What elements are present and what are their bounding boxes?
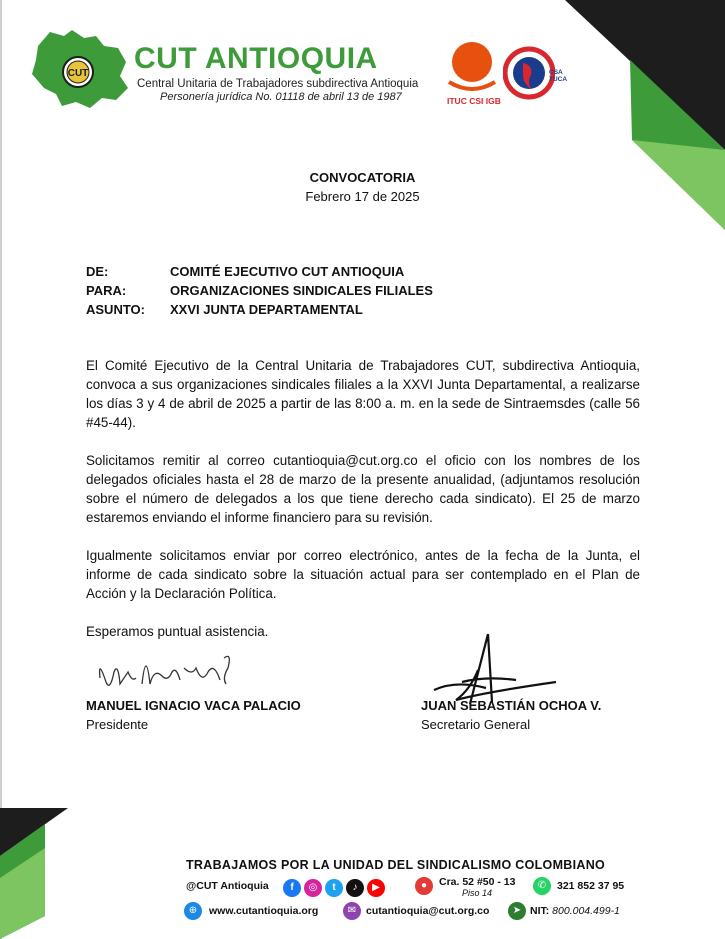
- logo-text: CUT: [67, 68, 89, 79]
- facebook-icon[interactable]: f: [283, 879, 301, 897]
- footer-email[interactable]: cutantioquia@cut.org.co: [366, 905, 490, 917]
- whatsapp-icon[interactable]: ✆: [533, 877, 551, 895]
- ituc-logo: [443, 40, 501, 96]
- paragraph-1: El Comité Ejecutivo de la Central Unitaria de Trabajadores CUT, subdirectiva Antioquia, convoca a sus organizaciones sindicales filiales a la XXVI Junta Departamental, a realizarse los días 3 y 4 de abril de 2025 a partir de las 8:00 a. m. en la sede de Sintraemsdes (calle 56 #45-44).: [86, 358, 640, 430]
- footer-address: Cra. 52 #50 - 13: [439, 876, 516, 888]
- document-title: CONVOCATORIA: [309, 170, 416, 185]
- location-pin-icon: ●: [415, 877, 433, 895]
- social-icons: [283, 877, 388, 897]
- csa-label: CSA TUCA: [549, 69, 568, 83]
- instagram-icon[interactable]: ◎: [304, 879, 322, 897]
- footer-nit: NIT: 800.004.499-1: [530, 905, 620, 917]
- tiktok-icon[interactable]: ♪: [346, 879, 364, 897]
- org-name: CUT ANTIOQUIA: [134, 42, 378, 75]
- paragraph-3: Igualmente solicitamos enviar por correo electrónico, antes de la fecha de la Junta, el informe de cada sindicato sobre la situación actual para ser contemplado en el Plan de Acción y la Declaración Política.: [86, 548, 640, 601]
- ituc-label: ITUC CSI IGB: [447, 96, 501, 106]
- org-legal-id: Personería jurídica No. 01118 de abril 13 de 1987: [160, 91, 402, 103]
- globe-icon: ⊕: [184, 902, 202, 920]
- footer-handle: @CUT Antioquia: [186, 880, 269, 892]
- meta-subject: ASUNTO: XXVI JUNTA DEPARTAMENTAL: [86, 302, 363, 317]
- signature-president: [92, 638, 242, 706]
- email-icon: ✉: [343, 902, 361, 920]
- meta-from: DE: COMITÉ EJECUTIVO CUT ANTIOQUIA: [86, 264, 405, 279]
- bottom-left-corner-decoration: [0, 808, 70, 939]
- footer-address-floor: Piso 14: [462, 888, 493, 898]
- left-border: [0, 0, 2, 939]
- antioquia-map-logo: [28, 28, 132, 110]
- footer-phone: 321 852 37 95: [557, 880, 625, 892]
- youtube-icon[interactable]: ▶: [367, 879, 385, 897]
- meta-to: PARA: ORGANIZACIONES SINDICALES FILIALES: [86, 283, 433, 298]
- paragraph-2: Solicitamos remitir al correo cutantioquia@cut.org.co el oficio con los nombres de los delegados oficiales hasta el 28 de marzo de la presente anualidad, (adjuntamos resolución sobre el número de delegados a los que tiene derecho cada sindicato). El 25 de marzo estaremos enviando el informe financiero para su revisión.: [86, 453, 640, 525]
- footer-slogan: TRABAJAMOS POR LA UNIDAD DEL SINDICALISMO COLOMBIANO: [186, 858, 606, 872]
- signature-name-president: MANUEL IGNACIO VACA PALACIO: [86, 698, 301, 713]
- signature-role-secretary: Secretario General: [421, 717, 531, 732]
- signature-name-secretary: JUAN SEBASTIÁN OCHOA V.: [421, 698, 602, 713]
- document-date: Febrero 17 de 2025: [305, 189, 420, 204]
- org-subtitle: Central Unitaria de Trabajadores subdirectiva Antioquia: [137, 78, 419, 90]
- cursor-icon: ➤: [508, 902, 526, 920]
- signature-role-president: Presidente: [86, 717, 149, 732]
- twitter-icon[interactable]: t: [325, 879, 343, 897]
- csa-tuca-logo: [503, 45, 555, 103]
- paragraph-4: Esperamos puntual asistencia.: [86, 624, 269, 639]
- footer-website[interactable]: www.cutantioquia.org: [209, 905, 319, 917]
